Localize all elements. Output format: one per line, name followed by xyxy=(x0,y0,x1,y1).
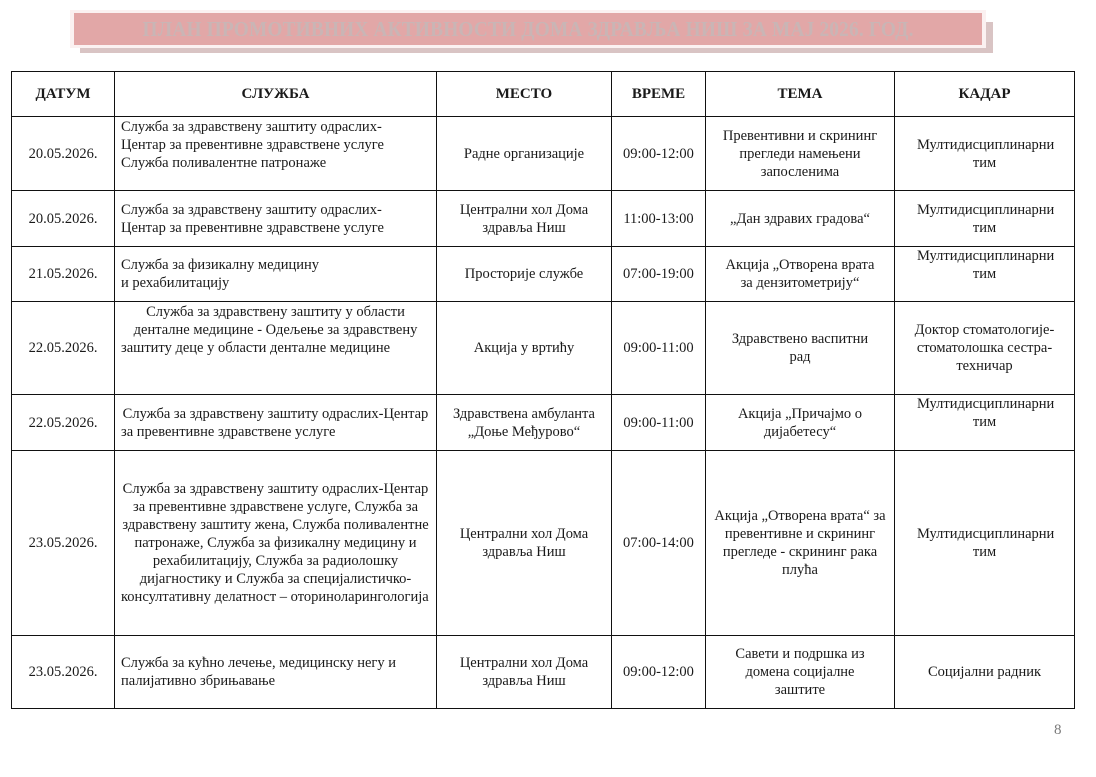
table-row xyxy=(12,117,1075,191)
cell-date: 22.05.2026. xyxy=(12,302,115,395)
table-row xyxy=(12,451,1075,636)
header-place: МЕСТО xyxy=(437,72,612,117)
cell-service: Служба за здравствену заштиту одраслих-Центар за превентивне здравствене услуге, Служба за здравствену заштиту жена, Служба поливалентне патронаже, Служба за физикалну медицину и рехабилитацију, Служба за радиолошку дијагностику и Служба за специјалистичко-консултативну делатност – оториноларингологија xyxy=(115,451,437,636)
header-date: ДАТУМ xyxy=(12,72,115,117)
header-staff: КАДАР xyxy=(895,72,1075,117)
cell-time: 09:00-12:00 xyxy=(612,636,706,709)
header-time: ВРЕМЕ xyxy=(612,72,706,117)
cell-time: 09:00-11:00 xyxy=(612,302,706,395)
cell-staff: Социјални радник xyxy=(895,636,1075,709)
cell-date: 23.05.2026. xyxy=(12,636,115,709)
cell-staff: Доктор стоматологије-стоматолошка сестра-техничар xyxy=(895,302,1075,395)
cell-topic: „Дан здравих градова“ xyxy=(706,191,895,247)
cell-service: Служба за кућно лечење, медицинску негу и палијативно збрињавање xyxy=(115,636,437,709)
title-banner xyxy=(74,13,982,45)
cell-place: Радне организације xyxy=(437,117,612,191)
cell-time: 11:00-13:00 xyxy=(612,191,706,247)
table-row xyxy=(12,395,1075,451)
cell-service: Служба за здравствену заштиту одраслих- Центар за превентивне здравствене услуге Служба поливалентне патронаже xyxy=(115,117,437,191)
cell-place: Акција у вртићу xyxy=(437,302,612,395)
cell-time: 09:00-12:00 xyxy=(612,117,706,191)
table-row xyxy=(12,247,1075,302)
cell-topic: Здравствено васпитни рад xyxy=(706,302,895,395)
cell-topic: Акција „Отворена врата за дензитометрију“ xyxy=(706,247,895,302)
cell-topic: Акција „Причајмо о дијабетесу“ xyxy=(706,395,895,451)
cell-staff: Мултидисциплинарни тим xyxy=(895,451,1075,636)
cell-staff: Мултидисциплинарни тим xyxy=(895,395,1075,451)
document-title: ПЛАН ПРОМОТИВНИХ АКТИВНОСТИ ДОМА ЗДРАВЉА НИШ ЗА МАЈ 2026. ГОД. xyxy=(142,16,914,41)
cell-date: 23.05.2026. xyxy=(12,451,115,636)
cell-service: Служба за здравствену заштиту одраслих- Центар за превентивне здравствене услуге xyxy=(115,191,437,247)
cell-place: Здравствена амбуланта „Доње Међурово“ xyxy=(437,395,612,451)
cell-time: 07:00-19:00 xyxy=(612,247,706,302)
page-number: 8 xyxy=(1054,722,1062,738)
cell-topic: Превентивни и скрининг прегледи намењени запосленима xyxy=(706,117,895,191)
header-topic: ТЕМА xyxy=(706,72,895,117)
cell-staff: Мултидисциплинарни тим xyxy=(895,191,1075,247)
table-row xyxy=(12,636,1075,709)
cell-service: Служба за здравствену заштиту одраслих-Центар за превентивне здравствене услуге xyxy=(115,395,437,451)
cell-staff: Мултидисциплинарни тим xyxy=(895,247,1075,302)
activities-table xyxy=(11,71,1075,709)
cell-date: 20.05.2026. xyxy=(12,191,115,247)
cell-staff: Мултидисциплинарни тим xyxy=(895,117,1075,191)
cell-time: 07:00-14:00 xyxy=(612,451,706,636)
table-row xyxy=(12,191,1075,247)
cell-place: Централни хол Дома здравља Ниш xyxy=(437,191,612,247)
cell-date: 21.05.2026. xyxy=(12,247,115,302)
cell-topic: Акција „Отворена врата“ за превентивне и скрининг прегледе - скрининг рака плућа xyxy=(706,451,895,636)
table-header-row xyxy=(12,72,1075,117)
cell-service: Служба за физикалну медицину и рехабилитацију xyxy=(115,247,437,302)
cell-place: Просторије службе xyxy=(437,247,612,302)
header-service: СЛУЖБА xyxy=(115,72,437,117)
cell-service: Служба за здравствену заштиту у области денталне медицине - Одељење за здравствену заштиту деце у области денталне медицине xyxy=(115,302,437,395)
table-row xyxy=(12,302,1075,395)
cell-date: 22.05.2026. xyxy=(12,395,115,451)
cell-date: 20.05.2026. xyxy=(12,117,115,191)
cell-time: 09:00-11:00 xyxy=(612,395,706,451)
cell-place: Централни хол Дома здравља Ниш xyxy=(437,636,612,709)
cell-place: Централни хол Дома здравља Ниш xyxy=(437,451,612,636)
cell-topic: Савети и подршка из домена социјалне заштите xyxy=(706,636,895,709)
